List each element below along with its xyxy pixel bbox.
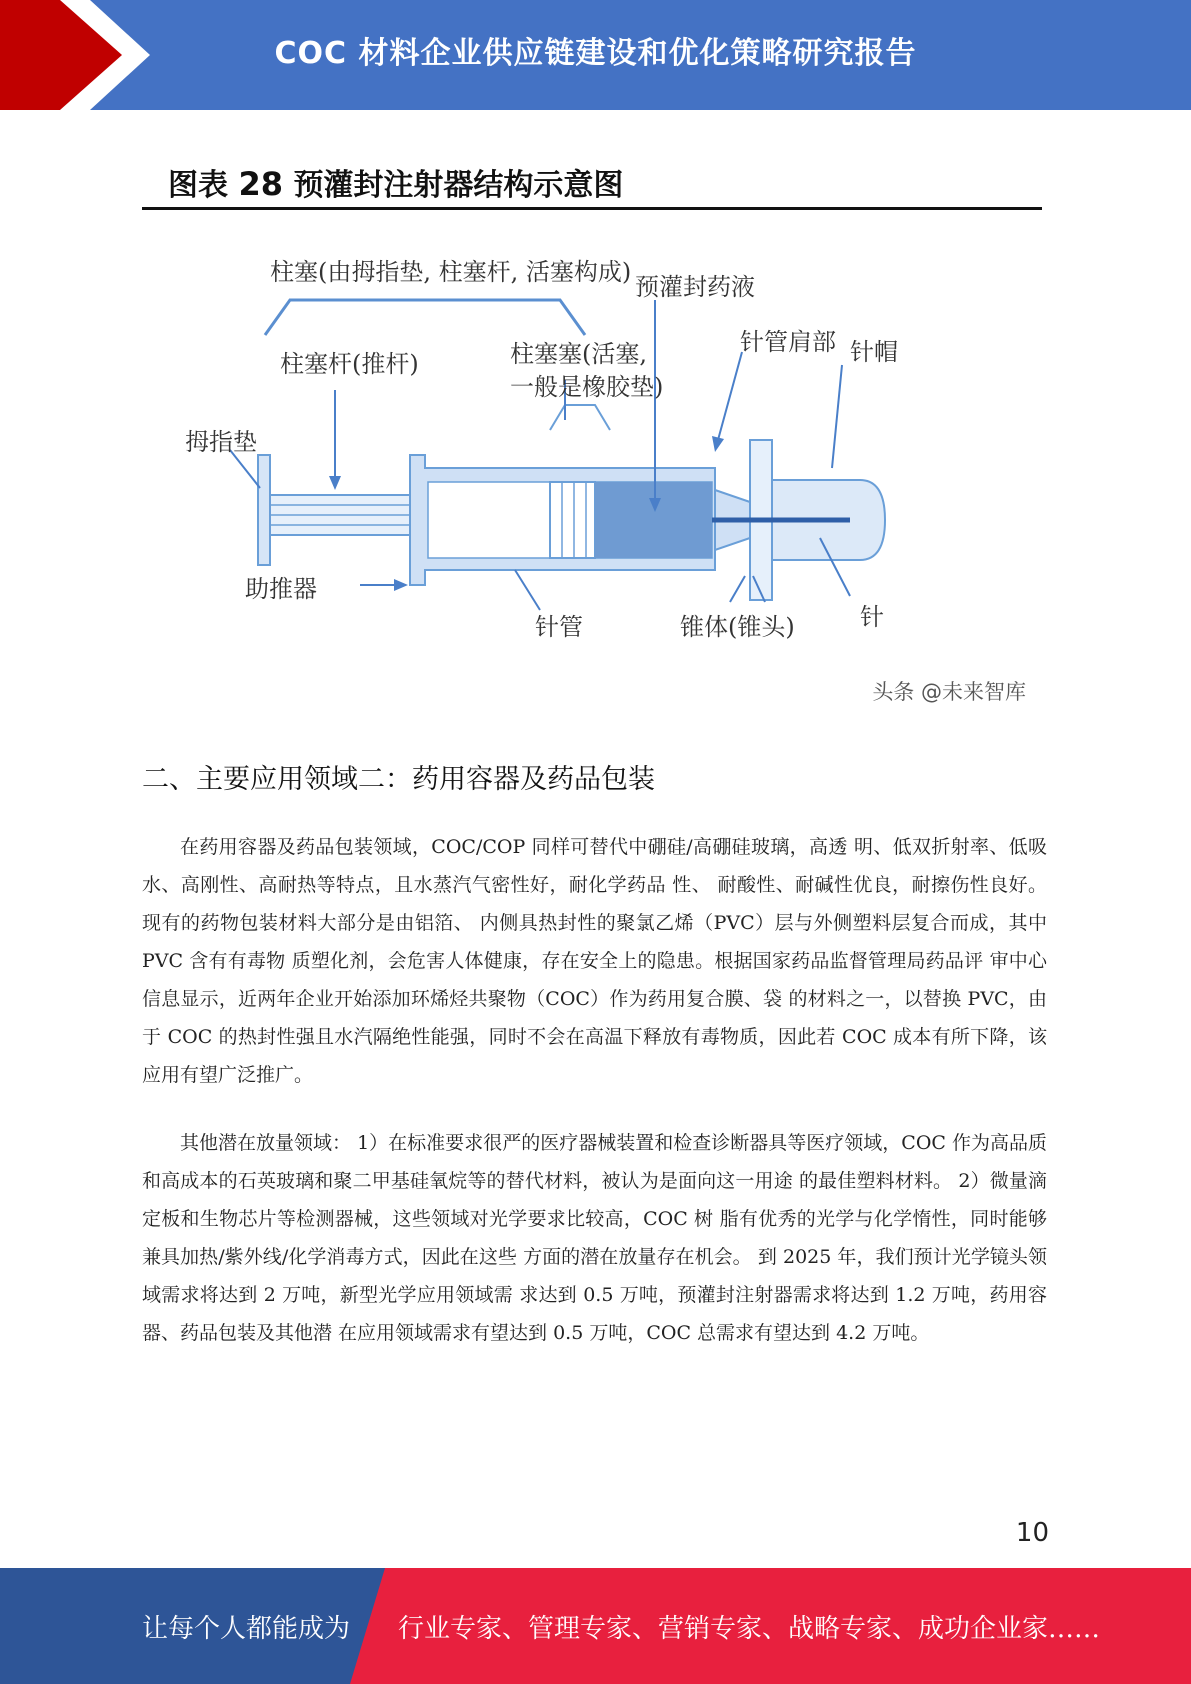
- label-plunger-group: 柱塞(由拇指垫, 柱塞杆, 活塞构成): [270, 258, 632, 286]
- figure-caption-number: 28: [238, 165, 283, 203]
- footer-slogan-left: 让每个人都能成为: [142, 1613, 351, 1644]
- label-barrel-shoulder: 针管肩部: [740, 328, 836, 356]
- footer-slogan-right: 行业专家、管理专家、营销专家、战略专家、成功企业家……: [398, 1613, 1101, 1644]
- caption-divider: [142, 207, 1042, 210]
- report-title: COC 材料企业供应链建设和优化策略研究报告: [274, 36, 917, 71]
- page-header: [0, 0, 1191, 110]
- label-piston-line2: 一般是橡胶垫): [510, 373, 664, 401]
- page-number: 10: [1015, 1518, 1049, 1548]
- paragraph-1: 在药用容器及药品包装领域，COC/COP 同样可替代中硼硅/高硼硅玻璃，高透 明、低双折射率、低吸水、高刚性、高耐热等特点，且水蒸汽气密性好，耐化学药品 性、 耐酸性、耐碱性优良，耐擦伤性良好。现有的药物包装材料大部分是由铝箔、 内侧具热封性的聚氯乙烯（PVC）层与外侧塑料层复合而成，其中 PVC 含有有毒物 质塑化剂，会危害人体健康，存在安全上的隐患。根据国家药品监督管理局药品评 审中心信息显示，近两年企业开始添加环烯烃共聚物（COC）作为药用复合膜、袋 的材料之一，以替换 PVC，由于 COC 的热封性强且水汽隔绝性能强，同时不会在高温下释放有毒物质，因此若 COC 成本有所下降，该应用有望广泛推广。: [142, 836, 1047, 1086]
- label-needle: 针: [860, 603, 884, 631]
- figure-caption: [168, 160, 623, 204]
- label-plunger-rod: 柱塞杆(推杆): [280, 350, 419, 378]
- page-footer: [0, 1568, 1191, 1684]
- label-finger-grip: 助推器: [245, 575, 317, 603]
- paragraph-2: 其他潜在放量领域： 1）在标准要求很严的医疗器械装置和检查诊断器具等医疗领域，COC 作为高品质和高成本的石英玻璃和聚二甲基硅氧烷等的替代材料，被认为是面向这一用途 的最佳塑料材料。 2）微量滴定板和生物芯片等检测器械，这些领域对光学要求比较高，COC 树 脂有优秀的光学与化学惰性，同时能够兼具加热/紫外线/化学消毒方式，因此在这些 方面的潜在放量存在机会。 到 2025 年，我们预计光学镜头领域需求将达到 2 万吨，新型光学应用领域需 求达到 0.5 万吨，预灌封注射器需求将达到 1.2 万吨，药用容器、药品包装及其他潜 在应用领域需求有望达到 0.5 万吨，COC 总需求有望达到 4.2 万吨。: [142, 1132, 1047, 1344]
- watermark: 头条 @未来智库: [872, 680, 1026, 704]
- syringe-diagram: [170, 240, 950, 660]
- label-needle-cap: 针帽: [850, 338, 898, 366]
- section-heading: 二、主要应用领域二：药用容器及药品包装: [142, 764, 655, 795]
- label-piston-line1: 柱塞塞(活塞,: [510, 340, 647, 368]
- label-prefilled-liquid: 预灌封药液: [635, 273, 755, 301]
- label-thumb-pad: 拇指垫: [185, 428, 257, 456]
- figure-caption-title: 预灌封注射器结构示意图: [293, 168, 624, 203]
- header-chevron-decoration: [0, 0, 150, 110]
- figure-caption-prefix: 图表: [168, 168, 228, 203]
- label-cone: 锥体(锥头): [680, 613, 795, 641]
- label-barrel: 针管: [535, 613, 583, 641]
